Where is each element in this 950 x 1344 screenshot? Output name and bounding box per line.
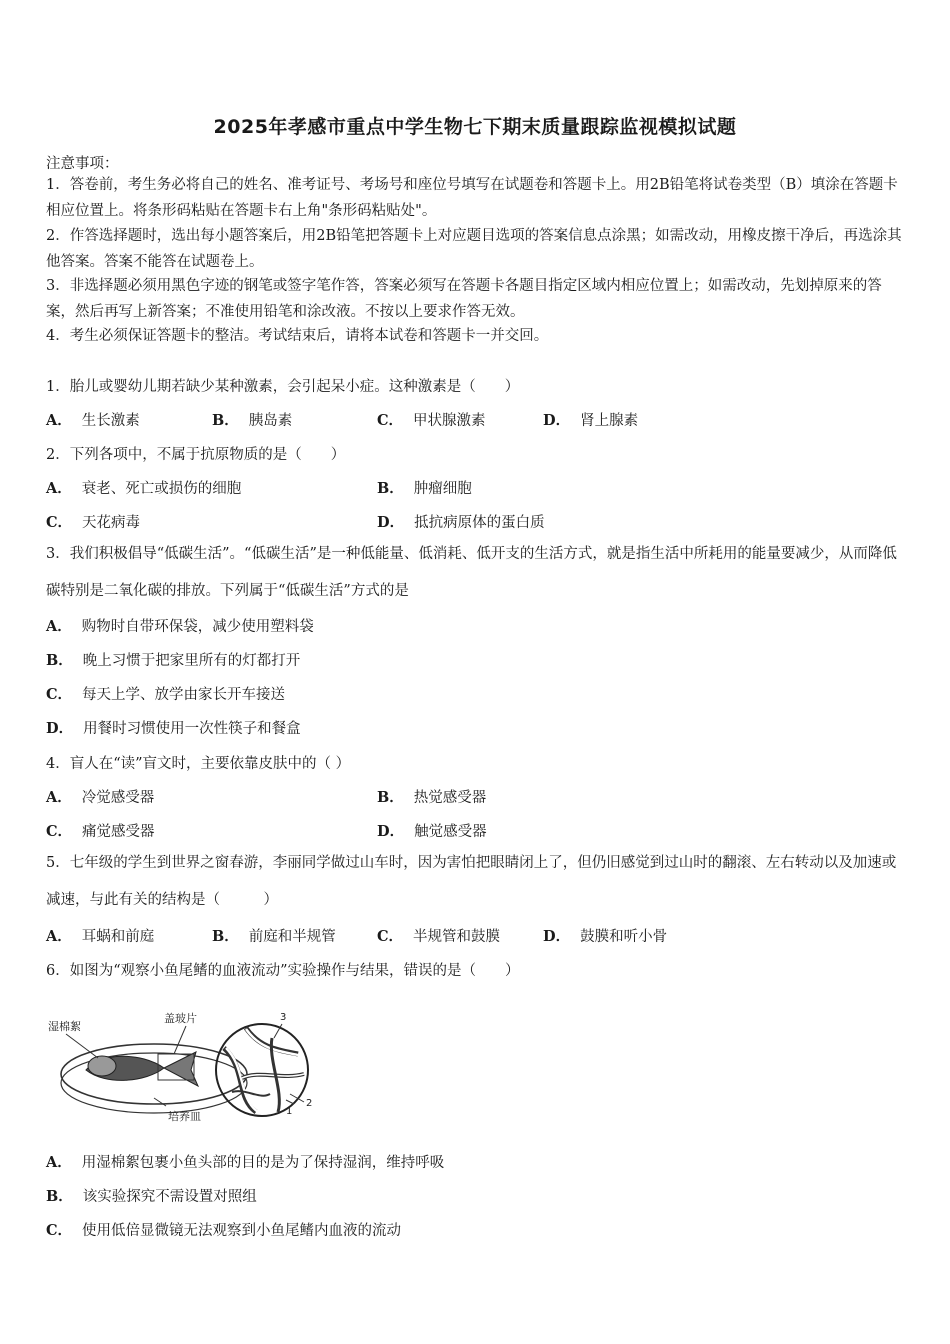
option: D． 抵抗病原体的蛋白质: [377, 514, 545, 531]
notice-heading: 注意事项：: [46, 156, 119, 172]
option: D． 用餐时习惯使用一次性筷子和餐盒: [46, 720, 301, 737]
option: C． 使用低倍显微镜无法观察到小鱼尾鳍内血液的流动: [46, 1222, 402, 1239]
label-dish: 培养皿: [168, 1110, 201, 1123]
notice-item: 3．非选择题必须用黑色字迹的钢笔或签字笔作答，答案必须写在答题卡各题目指定区域内相应位置上；如需改动，先划掉原来的答案，然后再写上新答案；不准使用铅笔和涂改液。不按以上要求作答无效。: [46, 278, 882, 320]
label-1: 1: [286, 1106, 293, 1117]
question-stem: 5．七年级的学生到世界之窗春游，李丽同学做过山车时，因为害怕把眼睛闭上了，但仍旧感觉到过山时的翻滚、左右转动以及加速或减速，与此有关的结构是（ ）: [46, 855, 897, 908]
option: A． 耳蜗和前庭: [46, 928, 155, 945]
option: C． 半规管和鼓膜: [377, 928, 501, 945]
option: C． 甲状腺激素: [377, 412, 486, 429]
notice-item: 1．答卷前，考生务必将自己的姓名、准考证号、考场号和座位号填写在试题卷和答题卡上。用2B铅笔将试卷类型（B）填涂在答题卡相应位置上。将条形码粘贴在答题卡右上角"条形码粘贴处"。: [46, 177, 898, 219]
fish-tail-experiment-figure: [46, 1008, 336, 1126]
option: C． 每天上学、放学由家长开车接送: [46, 686, 286, 703]
option: B． 肿瘤细胞: [377, 480, 472, 497]
question-stem: 2．下列各项中，不属于抗原物质的是（ ）: [46, 447, 346, 463]
option: A． 生长激素: [46, 412, 140, 429]
option: B． 热觉感受器: [377, 789, 487, 806]
label-cover-slip: 盖玻片: [164, 1012, 197, 1025]
option: A． 冷觉感受器: [46, 789, 155, 806]
option: B． 该实验探究不需设置对照组: [46, 1188, 257, 1205]
option: B． 胰岛素: [212, 412, 293, 429]
option: B． 晚上习惯于把家里所有的灯都打开: [46, 652, 301, 669]
question-stem: 1．胎儿或婴幼儿期若缺少某种激素，会引起呆小症。这种激素是（ ）: [46, 379, 520, 395]
fish-tail: [164, 1052, 198, 1086]
option: A． 用湿棉絮包裹小鱼头部的目的是为了保持湿润，维持呼吸: [46, 1154, 445, 1171]
label-2: 2: [306, 1098, 313, 1109]
option: B． 前庭和半规管: [212, 928, 336, 945]
notice-item: 4．考生必须保证答题卡的整洁。考试结束后，请将本试卷和答题卡一并交回。: [46, 328, 549, 344]
notice-item: 2．作答选择题时，选出每小题答案后，用2B铅笔把答题卡上对应题目选项的答案信息点涂黑；如需改动，用橡皮擦干净后，再选涂其他答案。答案不能答在试题卷上。: [46, 228, 902, 270]
option: A． 购物时自带环保袋，减少使用塑料袋: [46, 618, 314, 635]
exam-title: 2025年孝感市重点中学生物七下期末质量跟踪监视模拟试题: [213, 116, 737, 138]
label-3: 3: [280, 1012, 287, 1023]
question-stem: 6．如图为“观察小鱼尾鳍的血液流动”实验操作与结果，错误的是（ ）: [46, 963, 520, 979]
question-stem: 3．我们积极倡导“低碳生活”。“低碳生活”是一种低能量、低消耗、低开支的生活方式，就是指生活中所耗用的能量要减少，从而降低碳特别是二氧化碳的排放。下列属于“低碳生活”方式的是: [46, 546, 897, 599]
option: C． 痛觉感受器: [46, 823, 155, 840]
question-stem: 4．盲人在“读”盲文时，主要依靠皮肤中的（ ）: [46, 756, 351, 772]
option: D． 鼓膜和听小骨: [543, 928, 668, 945]
option: C． 天花病毒: [46, 514, 141, 531]
label-cotton: 湿棉絮: [48, 1020, 81, 1033]
cotton-wad: [88, 1056, 116, 1076]
microscope-view: [216, 1024, 308, 1116]
option: D． 肾上腺素: [543, 412, 639, 429]
option: A． 衰老、死亡或损伤的细胞: [46, 480, 242, 497]
option: D． 触觉感受器: [377, 823, 487, 840]
